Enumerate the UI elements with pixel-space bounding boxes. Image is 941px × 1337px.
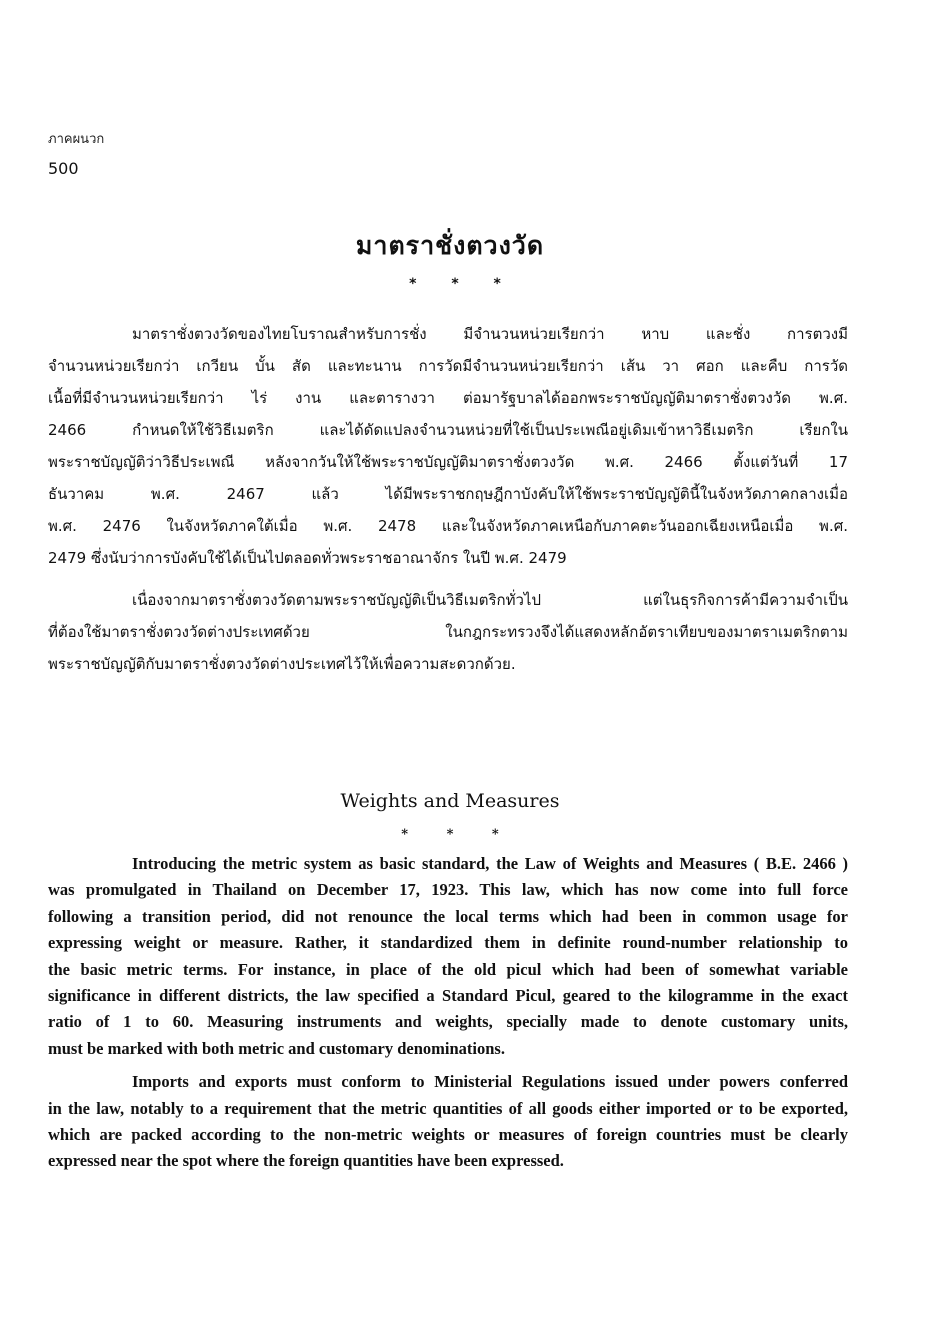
english-p2-line: expressed near the spot where the foreign quantities have been expressed. bbox=[48, 1151, 564, 1171]
thai-body bbox=[48, 318, 848, 680]
english-p2-line: in the law, notably to a requirement that the metric quantities of all goods either imported or to be exported, bbox=[48, 1098, 848, 1118]
english-p1-line: Introducing the metric system as basic standard, the Law of Weights and Measures ( B.E. 2466 ) bbox=[132, 854, 848, 873]
thai-p1-line: 2466 กำหนดให้ใช้วิธีเมตริก และได้ดัดแปลงจำนวนหน่วยที่ใช้เป็นประเพณีอยู่เดิมเข้าหาวิธีเมตริก เรียกใน bbox=[48, 421, 848, 439]
thai-p2-line: เนื่องจากมาตราชั่งตวงวัดตามพระราชบัญญัติเป็นวิธีเมตริกทั่วไป แต่ในธุรกิจการค้ามีความจำเป็น bbox=[132, 591, 848, 609]
english-p1-line: significance in different districts, the law specified a Standard Picul, geared to the kilogramme in the exact bbox=[48, 985, 848, 1005]
english-p1-line: was promulgated in Thailand on December 17, 1923. This law, which has now come into full force bbox=[48, 880, 848, 900]
thai-p1-line: พระราชบัญญัติว่าวิธีประเพณี หลังจากวันให้ใช้พระราชบัญญัติมาตราชั่งตวงวัด พ.ศ. 2466 ตั้งแต่วันที่ 17 bbox=[48, 453, 848, 471]
english-p2-line: which are packed according to the non-metric weights or measures of foreign countries must be clearly bbox=[48, 1124, 848, 1144]
english-p1-line: ratio of 1 to 60. Measuring instruments and weights, specially made to denote customary units, bbox=[48, 1012, 848, 1032]
english-p1-line: following a transition period, did not renounce the local terms which had been in common usage for bbox=[48, 906, 848, 926]
thai-p2-line: พระราชบัญญัติกับมาตราชั่งตวงวัดต่างประเทศไว้ให้เพื่อความสะดวกด้วย. bbox=[48, 655, 516, 673]
thai-p1-line: 2479 ซึ่งนับว่าการบังคับใช้ได้เป็นไปตลอดทั่วพระราชอาณาจักร ในปี พ.ศ. 2479 bbox=[48, 549, 567, 567]
english-p1-line: expressing weight or measure. Rather, it standardized them in definite round-number relationship to bbox=[48, 933, 848, 953]
english-body bbox=[48, 851, 848, 1175]
thai-p1-line: มาตราชั่งตวงวัดของไทยโบราณสำหรับการชั่ง มีจำนวนหน่วยเรียกว่า หาบ และชั่ง การตวงมี bbox=[132, 325, 848, 343]
thai-p2-line: ที่ต้องใช้มาตราชั่งตวงวัดต่างประเทศด้วย ในกฎกระทรวงจึงได้แสดงหลักอัตราเทียบของมาตราเมตริกตาม bbox=[48, 623, 848, 641]
english-p1-line: the basic metric terms. For instance, in place of the old picul which had been of somewhat variable bbox=[48, 959, 848, 979]
thai-p1-line: พ.ศ. 2476 ในจังหวัดภาคใต้เมื่อ พ.ศ. 2478 และในจังหวัดภาคเหนือกับภาคตะวันออกเฉียงเหนือเมื่อ พ.ศ. bbox=[48, 517, 848, 535]
thai-title: มาตราชั่งตวงวัด bbox=[355, 231, 545, 260]
thai-p1-line: จำนวนหน่วยเรียกว่า เกวียน บั้น สัด และทะนาน การวัดมีจำนวนหน่วยเรียกว่า เส้น วา ศอก และคืบ การวัด bbox=[48, 357, 848, 375]
thai-p1-line: เนื้อที่มีจำนวนหน่วยเรียกว่า ไร่ งาน และตารางวา ต่อมารัฐบาลได้ออกพระราชบัญญัติมาตราชั่งตวงวัด พ.ศ. bbox=[48, 389, 848, 407]
english-title-stars: * * * bbox=[401, 827, 499, 842]
english-p2-line: Imports and exports must conform to Ministerial Regulations issued under powers conferred bbox=[132, 1072, 848, 1092]
thai-p1-line: ธันวาคม พ.ศ. 2467 แล้ว ได้มีพระราชกฤษฎีกาบังคับให้ใช้พระราชบัญญัตินี้ในจังหวัดภาคกลางเมื่อ bbox=[48, 485, 848, 503]
section-label: ภาคผนวก bbox=[48, 132, 105, 147]
english-title: Weights and Measures bbox=[340, 790, 560, 812]
page-number: 500 bbox=[48, 159, 79, 178]
thai-title-stars: * * * bbox=[409, 276, 501, 292]
english-p1-line: must be marked with both metric and customary denominations. bbox=[48, 1038, 505, 1058]
